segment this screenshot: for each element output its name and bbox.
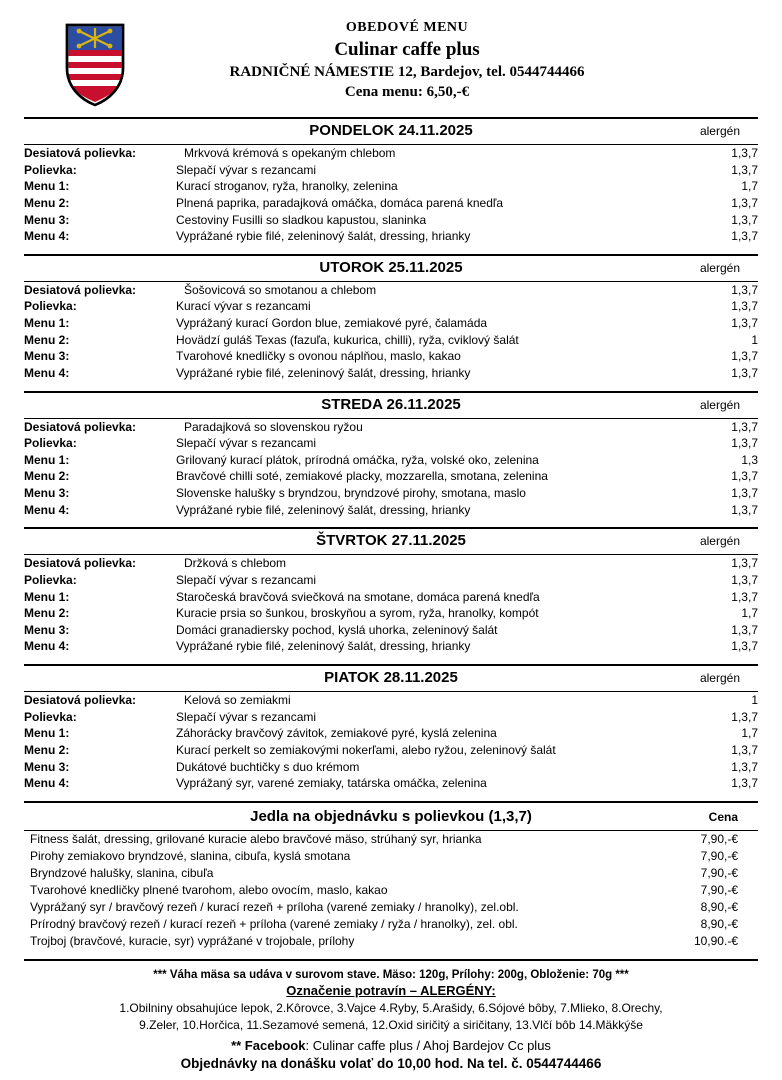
menu-row-label: Polievka:	[24, 436, 77, 451]
menu-row-allergens: 1,3	[741, 452, 758, 467]
menu-row-description: Paradajková so slovenskou ryžou	[184, 419, 363, 434]
menu-row-allergens: 1,3,7	[731, 556, 758, 571]
weight-note: *** Váha mäsa sa udáva v surovom stave. Mäso: 120g, Prílohy: 200g, Obloženie: 70g ***	[153, 968, 629, 981]
day-title-text: STREDA 26.11.2025	[321, 395, 461, 413]
menu-row-label: Menu 4:	[24, 365, 70, 380]
menu-row-label: Menu 3:	[24, 212, 70, 227]
menu-row-description: Slovenske halušky s bryndzou, bryndzové pirohy, smotana, maslo	[176, 486, 526, 500]
menu-row-allergens: 1,3,7	[731, 486, 758, 500]
table-row	[24, 468, 758, 485]
menu-row-label: Menu 4:	[24, 502, 70, 517]
list-item	[24, 865, 758, 882]
table-row	[24, 162, 758, 179]
list-item	[24, 916, 758, 933]
day-menu-table	[24, 692, 758, 792]
allergen-column-header: alergén	[699, 260, 740, 275]
menu-row-label: Menu 2:	[24, 469, 70, 484]
allergen-column-header: alergén	[699, 124, 740, 138]
table-row	[24, 502, 758, 519]
menu-row-label: Menu 4:	[24, 229, 70, 244]
table-row	[24, 228, 758, 245]
menu-row-description: Kurací perkelt so zemiakovými nokerľami, alebo ryžou, zeleninový šalát	[176, 742, 556, 757]
menu-row-allergens: 1,3,7	[731, 195, 758, 210]
order-item-name: Prírodný bravčový rezeň / kurací rezeň + príloha (varené zemiaky / ryža / hranolky), zel. obl.	[30, 916, 518, 931]
table-row	[24, 692, 758, 709]
menu-row-label: Desiatová polievka:	[24, 693, 137, 707]
menu-row-label: Polievka:	[24, 299, 77, 314]
menu-row-allergens: 1,3,7	[731, 742, 758, 757]
menu-row-allergens: 1,7	[741, 179, 758, 194]
day-title	[24, 529, 758, 551]
menu-row-description: Kurací stroganov, ryža, hranolky, zelenina	[176, 179, 398, 194]
order-item-name: Vyprážaný syr / bravčový rezeň / kurací rezeň + príloha (varené zemiaky / hranolky), zel.obl.	[30, 899, 519, 914]
menu-row-label: Desiatová polievka:	[24, 282, 137, 297]
menu-row-description: Tvarohové knedličky s ovonou náplňou, maslo, kakao	[176, 349, 461, 364]
menu-row-description: Plnená paprika, paradajková omáčka, domáca parená knedľa	[176, 195, 504, 210]
facebook-value: : Culinar caffe plus / Ahoj Bardejov Cc plus	[305, 1037, 551, 1053]
order-item-price: 7,90,-€	[700, 882, 738, 897]
menu-row-allergens: 1,3,7	[731, 502, 758, 517]
table-row	[24, 348, 758, 365]
menu-row-description: Vyprážané rybie filé, zeleninový šalát, dressing, hrianky	[176, 502, 471, 517]
orders-table	[24, 831, 758, 950]
menu-row-allergens: 1,3,7	[731, 282, 758, 297]
menu-row-label: Menu 1:	[24, 316, 70, 330]
menu-row-allergens: 1,3,7	[731, 639, 758, 654]
menu-row-label: Desiatová polievka:	[24, 556, 137, 571]
menu-row-allergens: 1,7	[741, 726, 758, 741]
list-item	[24, 848, 758, 865]
menu-row-allergens: 1,3,7	[731, 589, 758, 604]
menu-row-allergens: 1,3,7	[731, 162, 758, 177]
document-footer	[24, 965, 758, 1071]
order-item-price: 8,90,-€	[700, 899, 738, 914]
menu-row-description: Kuracie prsia so šunkou, broskyňou a syrom, ryža, hranolky, kompót	[176, 606, 539, 621]
menu-row-description: Mrkvová krémová s opekaným chlebom	[184, 146, 396, 160]
menu-row-label: Menu 1:	[24, 452, 70, 467]
allergen-column-header: alergén	[699, 397, 740, 412]
menu-row-description: Hovädzí guláš Texas (fazuľa, kukurica, chilli), ryža, cviklový šalát	[176, 332, 519, 347]
order-phone-line: Objednávky na donášku volať do 10,00 hod. Na tel. č. 0544744466	[180, 1055, 602, 1071]
list-item	[24, 831, 758, 848]
menu-row-description: Slepačí vývar s rezancami	[176, 709, 317, 724]
menu-row-description: Kelová so zemiakmi	[184, 693, 291, 707]
table-row	[24, 145, 758, 162]
day-menu-table	[24, 282, 758, 382]
menu-row-description: Vyprážané rybie filé, zeleninový šalát, dressing, hrianky	[176, 229, 471, 244]
order-item-name: Tvarohové knedličky plnené tvarohom, alebo ovocím, maslo, kakao	[30, 882, 388, 897]
day-menu-table	[24, 419, 758, 519]
day-menu-table	[24, 145, 758, 245]
orders-price-header: Cena	[708, 809, 738, 824]
order-item-price: 7,90,-€	[700, 865, 738, 880]
day-menu-table	[24, 555, 758, 655]
menu-row-allergens: 1,3,7	[731, 436, 758, 451]
day-title	[24, 256, 758, 278]
facebook-line	[24, 1035, 758, 1053]
days-container	[24, 119, 758, 792]
menu-row-allergens: 1,3,7	[731, 622, 758, 637]
menu-row-label: Desiatová polievka:	[24, 419, 137, 434]
coat-of-arms-icon	[64, 22, 126, 108]
menu-row-description: Staročeská bravčová sviečková na smotane, domáca parená knedľa	[176, 589, 540, 604]
day-title	[24, 393, 758, 415]
menu-row-label: Menu 2:	[24, 742, 70, 757]
table-row	[24, 638, 758, 655]
menu-row-allergens: 1,3,7	[731, 776, 758, 791]
menu-row-description: Šošovicová so smotanou a chlebom	[184, 282, 377, 297]
menu-row-label: Menu 1:	[24, 726, 70, 741]
list-item	[24, 882, 758, 899]
orders-title	[24, 803, 758, 827]
table-row	[24, 365, 758, 382]
day-title	[24, 119, 758, 141]
table-row	[24, 589, 758, 606]
menu-row-label: Menu 4:	[24, 776, 70, 791]
table-row	[24, 332, 758, 349]
menu-row-allergens: 1,3,7	[731, 469, 758, 484]
menu-row-label: Menu 3:	[24, 486, 70, 500]
menu-row-description: Držková s chlebom	[184, 556, 287, 571]
order-item-name: Pirohy zemiakovo bryndzové, slanina, cibuľa, kyslá smotana	[30, 848, 351, 863]
menu-row-label: Polievka:	[24, 162, 77, 177]
menu-row-description: Slepačí vývar s rezancami	[176, 436, 317, 451]
menu-row-description: Slepačí vývar s rezancami	[176, 162, 317, 177]
menu-row-description: Slepačí vývar s rezancami	[176, 572, 317, 587]
restaurant-address: RADNIČNÉ NÁMESTIE 12, Bardejov, tel. 0544744466	[229, 64, 585, 80]
menu-row-label: Desiatová polievka:	[24, 146, 137, 160]
menu-row-allergens: 1,3,7	[731, 146, 758, 160]
table-row	[24, 435, 758, 452]
allergen-line-1: 1.Obilniny obsahujúce lepok, 2.Kôrovce, 3.Vajce 4.Ryby, 5.Arašidy, 6.Sójové bôby, 7.Mlieko, 8.Orechy,	[119, 1000, 663, 1015]
order-item-price: 8,90,-€	[700, 916, 738, 931]
table-row	[24, 315, 758, 332]
menu-row-allergens: 1,3,7	[731, 419, 758, 434]
menu-row-description: Domáci granadiersky pochod, kyslá uhorka, zeleninový šalát	[176, 622, 498, 637]
day-title-text: UTOROK 25.11.2025	[319, 258, 463, 276]
menu-row-allergens: 1,3,7	[731, 299, 758, 314]
day-title-text: ŠTVRTOK 27.11.2025	[316, 532, 466, 550]
menu-row-description: Vyprážané rybie filé, zeleninový šalát, dressing, hrianky	[176, 639, 471, 654]
menu-row-label: Polievka:	[24, 572, 77, 587]
menu-row-allergens: 1,3,7	[731, 229, 758, 244]
document-header	[24, 14, 758, 108]
orders-title-text: Jedla na objednávku s polievkou (1,3,7)	[250, 807, 532, 825]
menu-row-label: Menu 2:	[24, 332, 70, 347]
menu-row-description: Záhorácky bravčový závitok, zemiakové pyré, kyslá zelenina	[176, 726, 497, 741]
facebook-label: ** Facebook	[231, 1037, 306, 1053]
menu-row-allergens: 1,3,7	[731, 709, 758, 724]
header-text-block	[126, 20, 758, 101]
menu-row-allergens: 1,3,7	[731, 365, 758, 380]
menu-row-label: Menu 2:	[24, 606, 70, 621]
menu-row-label: Menu 3:	[24, 759, 70, 774]
restaurant-name: Culinar caffe plus	[334, 39, 480, 60]
menu-row-description: Vyprážaný kurací Gordon blue, zemiakové pyré, čalamáda	[176, 316, 488, 330]
footer-divider	[24, 959, 758, 961]
table-row	[24, 775, 758, 792]
order-item-name: Fitness šalát, dressing, grilované kuracie alebo bravčové mäso, strúhaný syr, hrianka	[30, 831, 482, 846]
menu-row-allergens: 1,7	[741, 606, 758, 621]
document-kicker: OBEDOVÉ MENU	[345, 20, 469, 35]
order-item-name: Trojboj (bravčové, kuracie, syr) vyprážané v trojobale, prílohy	[30, 933, 355, 948]
table-row	[24, 178, 758, 195]
table-row	[24, 605, 758, 622]
menu-row-allergens: 1	[751, 332, 758, 347]
menu-row-allergens: 1	[751, 693, 758, 707]
table-row	[24, 452, 758, 469]
day-title-text: PIATOK 28.11.2025	[324, 669, 458, 686]
allergen-column-header: alergén	[699, 534, 740, 549]
menu-row-allergens: 1,3,7	[731, 759, 758, 774]
menu-row-description: Cestoviny Fusilli so sladkou kapustou, slaninka	[176, 212, 427, 227]
table-row	[24, 742, 758, 759]
menu-row-description: Vyprážaný syr, varené zemiaky, tatárska omáčka, zelenina	[176, 776, 487, 791]
table-row	[24, 485, 758, 502]
menu-price: Cena menu: 6,50,-€	[344, 84, 470, 100]
order-item-name: Bryndzové halušky, slanina, cibuľa	[30, 865, 214, 880]
menu-row-label: Polievka:	[24, 709, 77, 724]
order-item-price: 10,90.-€	[693, 933, 738, 948]
order-item-price: 7,90,-€	[700, 831, 738, 846]
table-row	[24, 572, 758, 589]
allergen-heading: Označenie potravín – ALERGÉNY:	[286, 982, 496, 998]
menu-row-label: Menu 2:	[24, 195, 70, 210]
menu-row-label: Menu 1:	[24, 179, 70, 194]
table-row	[24, 298, 758, 315]
menu-row-description: Bravčové chilli soté, zemiakové placky, mozzarella, smotana, zelenina	[176, 469, 548, 484]
table-row	[24, 759, 758, 776]
menu-row-description: Grilovaný kurací plátok, prírodná omáčka, ryža, volské oko, zelenina	[176, 452, 539, 467]
menu-row-allergens: 1,3,7	[731, 349, 758, 364]
order-item-price: 7,90,-€	[700, 848, 738, 863]
table-row	[24, 282, 758, 299]
list-item	[24, 899, 758, 916]
allergen-column-header: alergén	[699, 671, 740, 685]
list-item	[24, 933, 758, 950]
menu-row-description: Kurací vývar s rezancami	[176, 299, 311, 314]
menu-row-label: Menu 1:	[24, 589, 70, 604]
table-row	[24, 212, 758, 229]
menu-row-allergens: 1,3,7	[731, 572, 758, 587]
menu-row-label: Menu 3:	[24, 622, 70, 637]
table-row	[24, 555, 758, 572]
menu-row-description: Vyprážané rybie filé, zeleninový šalát, dressing, hrianky	[176, 365, 471, 380]
menu-row-label: Menu 3:	[24, 349, 70, 364]
day-title-text: PONDELOK 24.11.2025	[309, 122, 473, 139]
table-row	[24, 725, 758, 742]
menu-row-allergens: 1,3,7	[731, 212, 758, 227]
menu-row-description: Dukátové buchtičky s duo krémom	[176, 759, 360, 774]
menu-row-allergens: 1,3,7	[731, 316, 758, 330]
table-row	[24, 195, 758, 212]
day-title	[24, 666, 758, 688]
menu-row-label: Menu 4:	[24, 639, 70, 654]
table-row	[24, 419, 758, 436]
table-row	[24, 622, 758, 639]
table-row	[24, 709, 758, 726]
allergen-line-2: 9.Zeler, 10.Horčica, 11.Sezamové semená, 12.Oxid siričitý a siričitany, 13.Vlčí bôb 14.Mäkkýše	[139, 1018, 643, 1033]
